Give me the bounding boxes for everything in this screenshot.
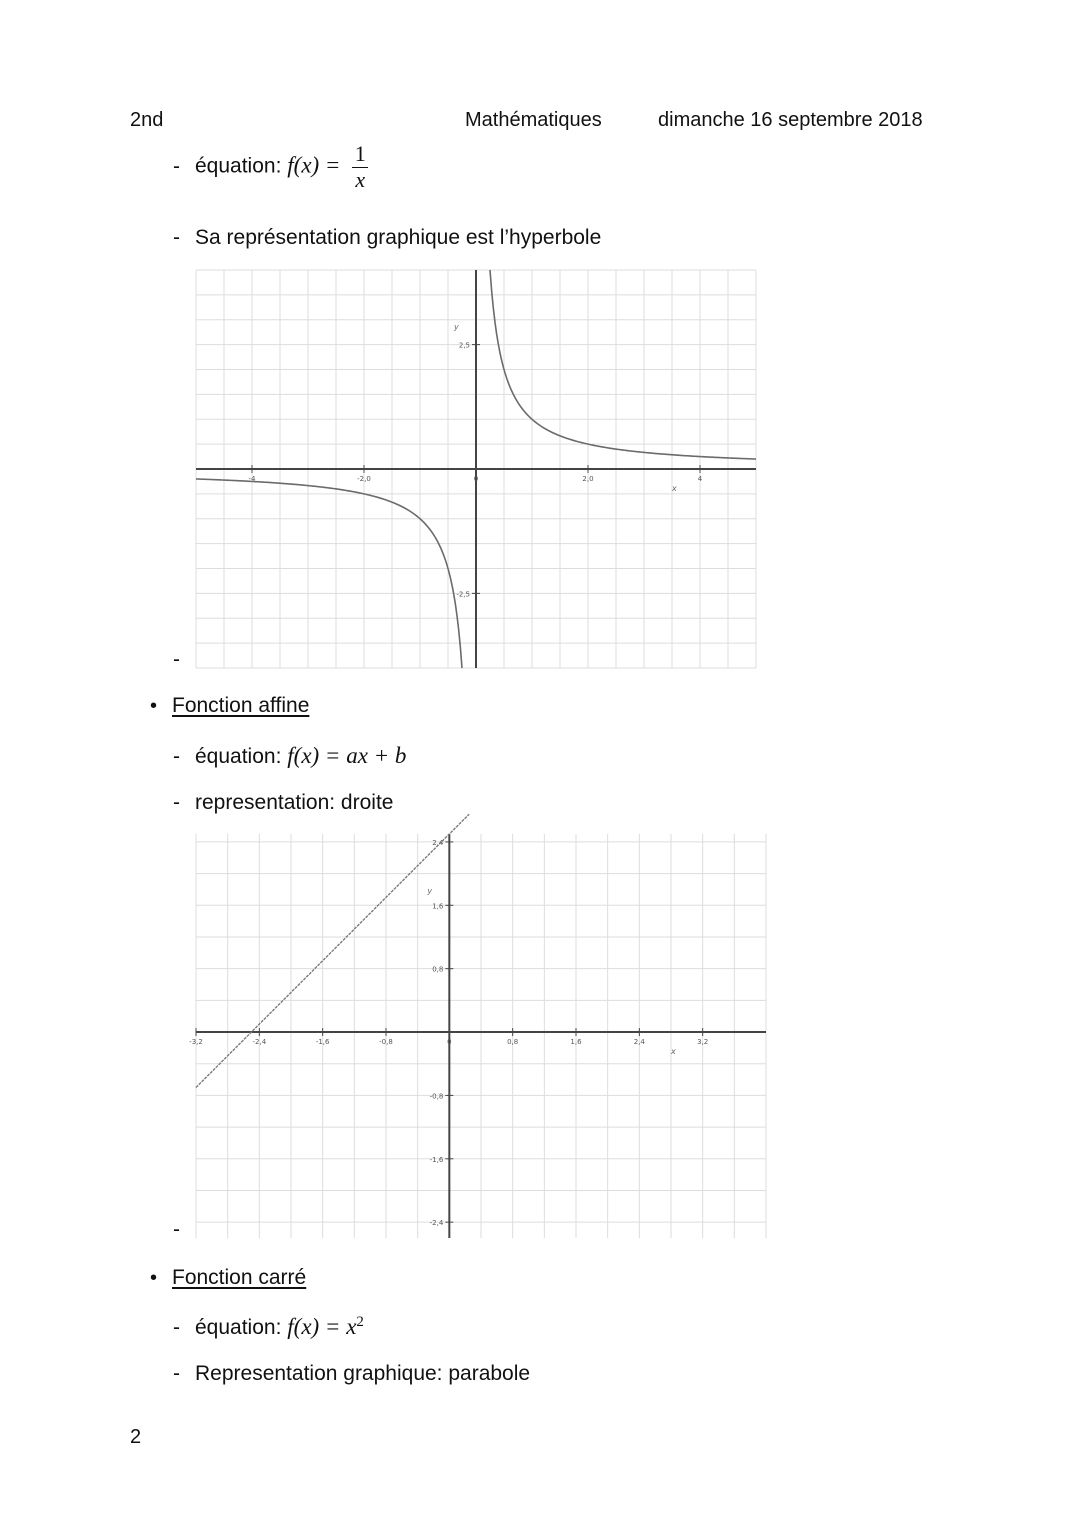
carre-representation: Representation graphique: parabole — [195, 1362, 531, 1385]
inverse-equation-lhs: f(x) = — [287, 152, 341, 178]
carre-equation-lhs: f(x) = x — [287, 1314, 357, 1339]
dash-marker: - — [173, 1316, 180, 1339]
carre-equation-label: équation: — [195, 1316, 282, 1339]
affine-line — [196, 814, 469, 1087]
header-subject: Mathématiques — [465, 109, 602, 131]
fraction-denominator: x — [355, 167, 366, 192]
y-tick-label: -2,4 — [429, 1219, 444, 1228]
dash-marker: - — [173, 1362, 180, 1385]
inverse-representation-line — [173, 226, 601, 250]
carre-equation-line — [173, 1314, 364, 1340]
x-tick-label: -2,4 — [252, 1038, 267, 1047]
y-tick-label: -0,8 — [429, 1092, 444, 1101]
y-axis-label: y — [454, 322, 459, 332]
x-tick-label: 1,6 — [570, 1038, 582, 1047]
empty-dash-item: - — [173, 1218, 180, 1241]
inverse-fraction — [352, 143, 368, 191]
y-tick-label: 2,4 — [432, 838, 444, 847]
x-axis-label: x — [672, 484, 677, 493]
x-tick-label: -3,2 — [189, 1038, 203, 1047]
header-level: 2nd — [130, 109, 164, 131]
y-tick-label: -2,5 — [456, 590, 470, 599]
hyperbola-branch-positive — [490, 270, 756, 459]
x-tick-label: 0 — [447, 1038, 452, 1047]
affine-equation: f(x) = ax + b — [287, 743, 407, 768]
x-tick-label: 3,2 — [697, 1038, 709, 1047]
x-tick-label: -0,8 — [379, 1038, 393, 1047]
affine-title: Fonction affine — [172, 694, 310, 717]
x-tick-label: -1,6 — [315, 1038, 330, 1047]
carre-title: Fonction carré — [172, 1266, 307, 1289]
dash-marker: - — [173, 745, 180, 768]
x-tick-label: 2,0 — [582, 475, 594, 483]
bullet-marker: • — [150, 1267, 158, 1289]
empty-dash-item: - — [173, 648, 180, 671]
header-date: dimanche 16 septembre 2018 — [658, 109, 923, 131]
affine-equation-label: équation: — [195, 745, 282, 768]
dash-marker: - — [173, 226, 180, 249]
x-tick-label: 0,8 — [507, 1038, 519, 1047]
hyperbola-chart — [196, 270, 756, 668]
bullet-marker: • — [150, 695, 158, 717]
x-tick-label: 0 — [473, 475, 479, 483]
carre-representation-line — [173, 1362, 530, 1386]
affine-section-title — [150, 694, 309, 718]
inverse-representation: Sa représentation graphique est l’hyperbole — [195, 226, 602, 249]
y-axis-label: y — [427, 886, 433, 896]
y-tick-label: -1,6 — [429, 1155, 444, 1164]
y-tick-label: 2,5 — [458, 341, 470, 350]
x-tick-label: 2,4 — [633, 1038, 645, 1047]
x-tick-label: -4 — [248, 475, 256, 483]
carre-equation-exponent: 2 — [356, 1314, 364, 1330]
dash-marker: - — [173, 791, 180, 814]
x-tick-label: -2,0 — [357, 475, 371, 483]
affine-equation-line — [173, 743, 406, 769]
x-tick-label: 4 — [697, 475, 703, 483]
inverse-equation-label: équation: — [195, 154, 282, 178]
page-number: 2 — [130, 1426, 142, 1448]
fraction-numerator: 1 — [354, 141, 366, 166]
y-tick-label: 1,6 — [432, 902, 444, 911]
carre-section-title — [150, 1266, 306, 1290]
affine-representation-line — [173, 791, 393, 815]
inverse-equation-line — [173, 143, 368, 191]
affine-representation: representation: droite — [195, 791, 394, 814]
affine-chart — [189, 834, 766, 1238]
dash-marker: - — [173, 154, 180, 178]
hyperbola-branch-negative — [196, 479, 462, 668]
y-tick-label: 0,8 — [432, 965, 444, 974]
x-axis-label: x — [671, 1047, 676, 1057]
